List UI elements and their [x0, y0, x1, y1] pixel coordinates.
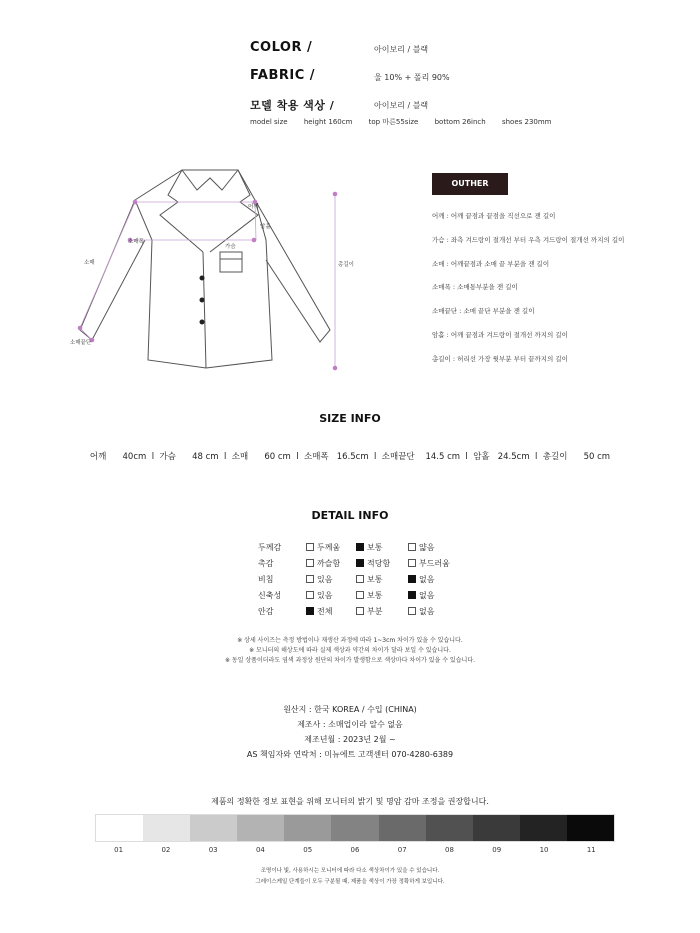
- checkbox-icon: [408, 607, 416, 615]
- checkbox-checked-icon: [356, 559, 364, 567]
- detail-row: [258, 574, 478, 590]
- size-info-title: SIZE INFO: [319, 412, 381, 425]
- monitor-message: 제품의 정확한 정보 표현을 위해 모니터의 밝기 및 명암 감마 조정을 권장합니다.: [211, 797, 489, 806]
- model-height: height 160cm: [303, 118, 353, 126]
- grayscale-swatch-label: 05: [303, 846, 313, 854]
- checkbox-icon: [356, 591, 364, 599]
- grayscale-swatch-label: 11: [586, 846, 596, 854]
- checkbox-icon: [356, 607, 364, 615]
- detail-option: 부분: [356, 606, 382, 617]
- detail-option: 있음: [306, 590, 332, 601]
- color-row: [250, 40, 650, 68]
- note-line: ※ 상세 사이즈는 측정 방법이나 재생산 과정에 따라 1~3cm 차이가 있을 수 있습니다.: [237, 637, 463, 644]
- spec-block: [250, 40, 650, 124]
- checkbox-icon: [408, 543, 416, 551]
- measure-item: 소매끝단 : 소매 끝단 부분을 잰 길이: [432, 307, 535, 316]
- detail-option: 얇음: [408, 542, 434, 553]
- button-dot: [200, 320, 205, 325]
- detail-option: 부드러움: [408, 558, 450, 569]
- checkbox-checked-icon: [408, 575, 416, 583]
- grayscale-swatch-label: 03: [208, 846, 218, 854]
- outher-badge: OUTHER: [432, 173, 508, 195]
- grayscale-swatch-label: 02: [161, 846, 171, 854]
- checkbox-icon: [306, 591, 314, 599]
- detail-option: 없음: [408, 590, 434, 601]
- grayscale-swatch: [96, 815, 143, 841]
- monitor-note-line: 조명이나 빛, 사용하시는 모니터에 따라 다소 색상차이가 있을 수 있습니다.: [260, 868, 440, 874]
- grayscale-swatch: [284, 815, 331, 841]
- model-shoes: shoes 230mm: [501, 118, 552, 126]
- detail-table: [258, 542, 478, 622]
- detail-row: [258, 590, 478, 606]
- model-size-line: [250, 117, 566, 127]
- label-sleeve-width: 소매폭: [128, 239, 144, 245]
- checkbox-icon: [306, 543, 314, 551]
- origin-line: 원산지 : 한국 KOREA / 수입 (CHINA): [283, 705, 417, 714]
- detail-key: 비침: [258, 575, 274, 584]
- label-shoulder: 어깨: [248, 204, 259, 210]
- grayscale-swatch: [473, 815, 520, 841]
- model-color-value: 아이보리 / 블랙: [374, 101, 429, 110]
- fabric-row: [250, 68, 650, 96]
- label-sleeve: 소매: [84, 260, 95, 266]
- detail-option: 없음: [408, 574, 434, 585]
- detail-option: 보통: [356, 542, 382, 553]
- grayscale-swatch: [143, 815, 190, 841]
- monitor-notes: [0, 866, 700, 888]
- fabric-key: FABRIC /: [250, 68, 316, 83]
- detail-option: 없음: [408, 606, 434, 617]
- grayscale-swatch: [379, 815, 426, 841]
- detail-option: 전체: [306, 606, 332, 617]
- checkbox-checked-icon: [408, 591, 416, 599]
- color-key: COLOR /: [250, 40, 313, 55]
- detail-row: [258, 542, 478, 558]
- label-armhole: 암홀: [260, 224, 271, 230]
- jacket-diagram: [60, 160, 360, 380]
- grayscale-swatch: [190, 815, 237, 841]
- grayscale-labels: [95, 846, 615, 854]
- grayscale-swatch-label: 09: [492, 846, 502, 854]
- measure-item: 어깨 : 어깨 끝점과 끝점을 직선으로 잰 길이: [432, 212, 556, 220]
- label-chest: 가슴: [225, 244, 236, 250]
- detail-option: 두께움: [306, 542, 340, 553]
- measure-item: 총길이 : 허리선 가장 윗부분 부터 끝까지의 길이: [432, 354, 568, 363]
- model-top: top 마른55size: [368, 118, 419, 126]
- detail-option: 있음: [306, 574, 332, 585]
- grayscale-swatch-label: 04: [255, 846, 265, 854]
- detail-option: 적당함: [356, 558, 390, 569]
- size-info-line: 어깨 40cm l 가슴 48 cm l 소매 60 cm l 소매폭 16.5cm l 소매끝단 14.5 cm l 암홀 24.5cm l 총길이 50 cm: [89, 452, 611, 462]
- grayscale-swatch-label: 08: [445, 846, 454, 854]
- checkbox-icon: [408, 559, 416, 567]
- grayscale-bar: [95, 814, 615, 842]
- detail-key: 촉감: [258, 559, 274, 568]
- detail-row: [258, 606, 478, 622]
- measure-item: 가슴 : 좌측 겨드랑이 절개선 부터 우측 겨드랑이 절개선 까지의 길이: [432, 235, 625, 244]
- button-dot: [200, 276, 205, 281]
- as-contact-line: AS 책임자와 연락처 : 미뉴에트 고객센터 070-4280-6389: [246, 750, 454, 759]
- checkbox-checked-icon: [356, 543, 364, 551]
- measure-item: 소매폭 : 소매통부분을 잰 길이: [432, 283, 518, 292]
- manufacturer-line: 제조사 : 소매업이라 알수 없음: [297, 720, 403, 729]
- checkbox-checked-icon: [306, 607, 314, 615]
- monitor-note-line: 그레이스케일 단계들이 모두 구분될 때, 제품을 색상이 가장 정확하게 보입니다.: [255, 879, 445, 885]
- grayscale-swatch: [567, 815, 614, 841]
- detail-option: 보통: [356, 590, 382, 601]
- grayscale-swatch-label: 06: [350, 846, 360, 854]
- model-size-label: model size: [250, 118, 288, 126]
- jacket-illustration: [60, 160, 360, 380]
- grayscale-swatch-label: 10: [539, 846, 549, 854]
- grayscale-swatch-label: 01: [114, 846, 124, 854]
- color-value: 아이보리 / 블랙: [374, 45, 429, 54]
- grayscale-swatch-label: 07: [397, 846, 407, 854]
- model-bottom: bottom 26inch: [434, 118, 486, 126]
- checkbox-icon: [306, 559, 314, 567]
- label-sleeve-end: 소매끝단: [70, 340, 92, 346]
- detail-info-title: DETAIL INFO: [311, 509, 389, 522]
- measure-item: 소매 : 어깨끝점과 소매 끝 부분을 잰 길이: [432, 259, 550, 268]
- detail-option: 보통: [356, 574, 382, 585]
- fabric-value: 울 10% + 폴리 90%: [374, 73, 450, 82]
- size-notes: [0, 636, 700, 666]
- detail-key: 신축성: [258, 591, 282, 600]
- checkbox-icon: [356, 575, 364, 583]
- grayscale-swatch: [426, 815, 473, 841]
- checkbox-icon: [306, 575, 314, 583]
- detail-row: [258, 558, 478, 574]
- model-color-key: 모델 착용 색상 /: [250, 99, 335, 112]
- measure-list: [432, 211, 692, 378]
- origin-info: [0, 702, 700, 762]
- detail-option: 까슬함: [306, 558, 340, 569]
- grayscale-swatch: [237, 815, 284, 841]
- detail-key: 두께감: [258, 543, 282, 552]
- measure-item: 암홀 : 어깨 끝점과 겨드랑이 절개선 까지의 길이: [432, 330, 568, 339]
- note-line: ※ 동일 상품이더라도 염색 과정상 원단의 차이가 발생함으로 색상마다 차이가 있을 수 있습니다.: [224, 657, 476, 664]
- note-line: ※ 모니터의 해상도에 따라 실제 색상과 약간의 차이가 달라 보일 수 있습니다.: [249, 647, 451, 654]
- grayscale-swatch: [520, 815, 567, 841]
- label-total-length: 총길이: [338, 262, 354, 268]
- grayscale-swatch: [331, 815, 378, 841]
- detail-key: 안감: [258, 607, 274, 616]
- button-dot: [200, 298, 205, 303]
- manufacture-date-line: 제조년월 : 2023년 2월 ~: [304, 735, 396, 744]
